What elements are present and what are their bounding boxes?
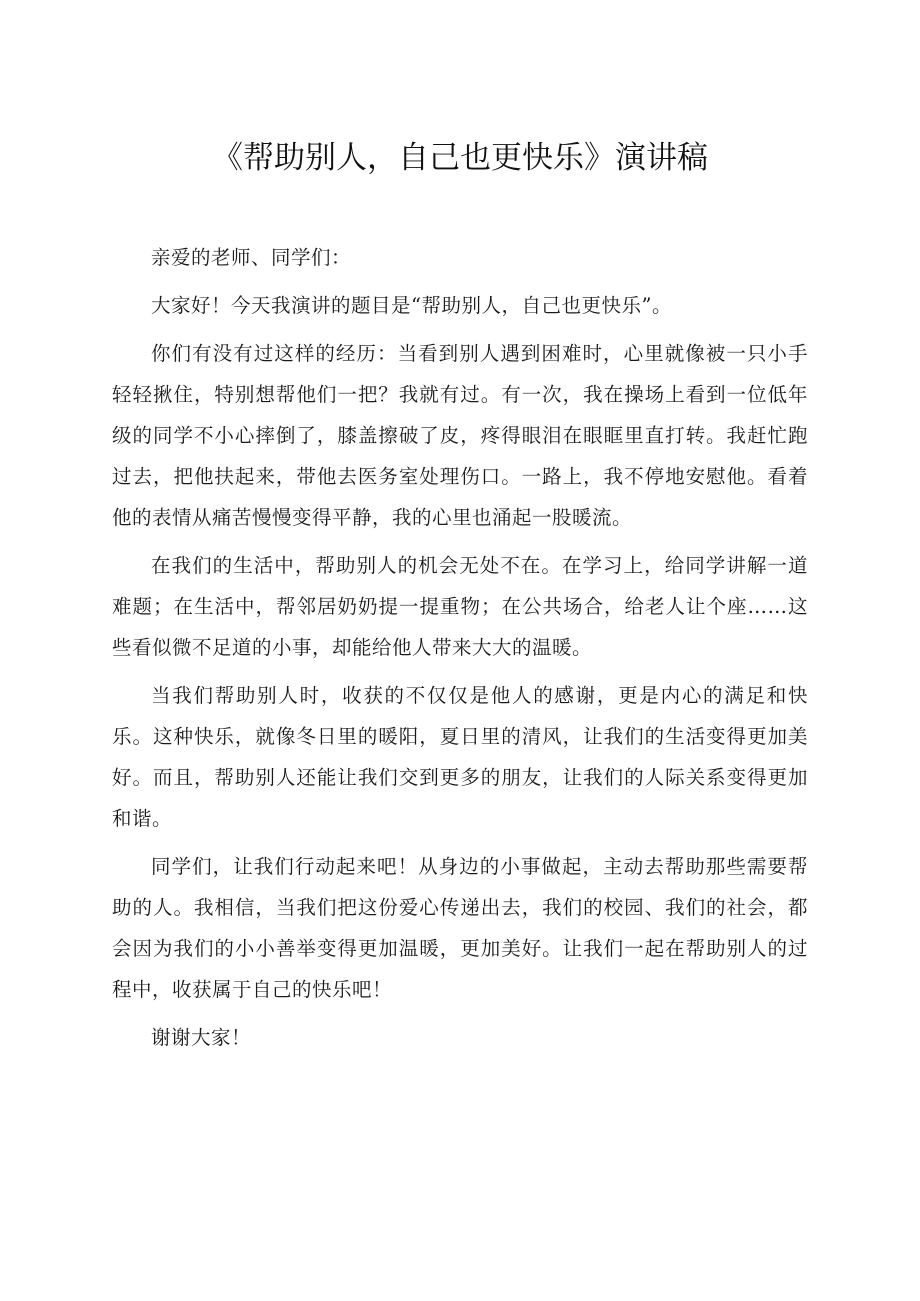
- document-title: 《帮助别人，自己也更快乐》演讲稿: [212, 140, 708, 176]
- document-body: [112, 237, 808, 1058]
- paragraph-happiness: 当我们帮助别人时，收获的不仅仅是他人的感谢，更是内心的满足和快乐。这种快乐，就像冬日里的暖阳，夏日里的清风，让我们的生活变得更加美好。而且，帮助别人还能让我们交到更多的朋友，让我们的人际关系变得更加和谐。: [112, 684, 808, 830]
- paragraph-call-to-action: 同学们，让我们行动起来吧！从身边的小事做起，主动去帮助那些需要帮助的人。我相信，当我们把这份爱心传递出去，我们的校园、我们的社会，都会因为我们的小小善举变得更加温暖，更加美好。让我们一起在帮助别人的过程中，收获属于自己的快乐吧！: [112, 855, 808, 1001]
- paragraph-experience: 你们有没有过这样的经历：当看到别人遇到困难时，心里就像被一只小手轻轻揪住，特别想帮他们一把？我就有过。有一次，我在操场上看到一位低年级的同学不小心摔倒了，膝盖擦破了皮，疼得眼泪在眼眶里直打转。我赶忙跑过去，把他扶起来，带他去医务室处理伤口。一路上，我不停地安慰他。看着他的表情从痛苦慢慢变得平静，我的心里也涌起一股暖流。: [112, 342, 808, 529]
- paragraph-opportunities: 在我们的生活中，帮助别人的机会无处不在。在学习上，给同学讲解一道难题；在生活中，帮邻居奶奶提一提重物；在公共场合，给老人让个座……这些看似微不足道的小事，却能给他人带来大大的温暖。: [112, 554, 808, 659]
- closing-line: 谢谢大家！: [151, 1026, 252, 1049]
- paragraph-greeting: 大家好！今天我演讲的题目是“帮助别人，自己也更快乐”。: [151, 294, 672, 317]
- salutation: 亲爱的老师、同学们：: [151, 246, 352, 269]
